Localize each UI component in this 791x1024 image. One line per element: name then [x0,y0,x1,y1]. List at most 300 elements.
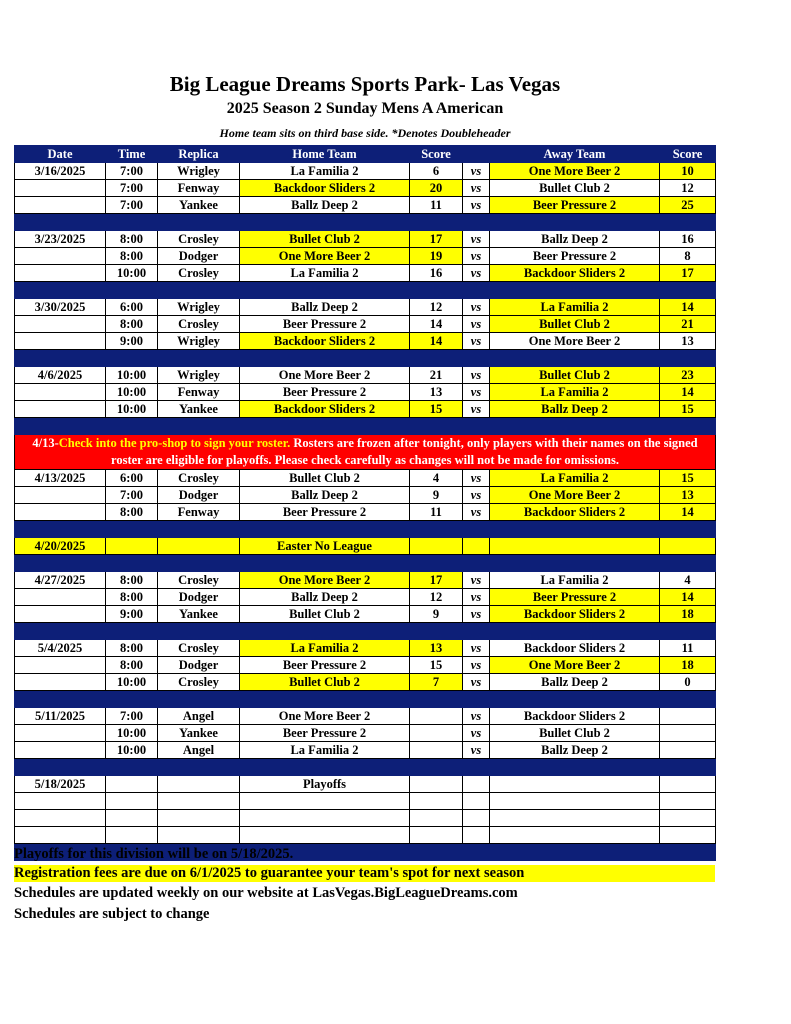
col-home-score: Score [410,146,463,163]
game-time: 8:00 [106,589,158,606]
home-score [410,810,463,827]
game-time: 7:00 [106,197,158,214]
home-score: 12 [410,589,463,606]
band-cell [660,521,716,538]
home-score [410,827,463,844]
band-cell [410,350,463,367]
away-score: 12 [660,180,716,197]
game-date: 5/11/2025 [15,708,106,725]
home-team [240,810,410,827]
home-team [240,793,410,810]
game-date [15,589,106,606]
band-cell [106,555,158,572]
game-field: Crosley [158,231,240,248]
home-team: Playoffs [240,776,410,793]
away-team: Ballz Deep 2 [490,742,660,759]
away-team [490,793,660,810]
game-date [15,827,106,844]
game-time: 7:00 [106,163,158,180]
game-date [15,197,106,214]
away-team: One More Beer 2 [490,487,660,504]
week-separator-band [15,418,716,435]
home-score: 9 [410,606,463,623]
band-cell [106,691,158,708]
away-team: Bullet Club 2 [490,180,660,197]
col-date: Date [15,146,106,163]
away-team [490,776,660,793]
vs-label [463,810,490,827]
game-field [158,776,240,793]
away-score: 21 [660,316,716,333]
col-home-team: Home Team [240,146,410,163]
band-cell [240,282,410,299]
away-score: 17 [660,265,716,282]
band-cell [410,214,463,231]
away-team: Beer Pressure 2 [490,197,660,214]
band-cell [240,521,410,538]
home-score: 7 [410,674,463,691]
away-score: 18 [660,657,716,674]
home-score: 13 [410,640,463,657]
game-field: Wrigley [158,163,240,180]
game-row [15,827,716,844]
band-cell [106,623,158,640]
band-cell [158,759,240,776]
vs-label: vs [463,504,490,521]
game-date: 4/27/2025 [15,572,106,589]
band-cell [106,282,158,299]
away-score [660,793,716,810]
game-field [158,793,240,810]
game-field: Crosley [158,674,240,691]
vs-label: vs [463,487,490,504]
game-field: Angel [158,708,240,725]
vs-label: vs [463,742,490,759]
game-date [15,742,106,759]
away-team: La Familia 2 [490,299,660,316]
game-time: 10:00 [106,265,158,282]
week-separator-band [15,759,716,776]
band-cell [490,350,660,367]
away-score [660,725,716,742]
vs-label: vs [463,640,490,657]
website-note: Schedules are updated weekly on our website at LasVegas.BigLeagueDreams.com [14,885,518,901]
home-score: 20 [410,180,463,197]
home-team: Backdoor Sliders 2 [240,333,410,350]
home-team: Beer Pressure 2 [240,316,410,333]
home-team: La Familia 2 [240,640,410,657]
vs-label [463,776,490,793]
band-cell [158,691,240,708]
band-cell [106,214,158,231]
band-cell [410,691,463,708]
empty-cell [660,538,716,555]
game-field: Fenway [158,384,240,401]
band-cell [240,691,410,708]
away-score: 15 [660,470,716,487]
away-team: Backdoor Sliders 2 [490,708,660,725]
home-team: Ballz Deep 2 [240,197,410,214]
home-team: Bullet Club 2 [240,606,410,623]
game-field: Wrigley [158,367,240,384]
game-date [15,384,106,401]
vs-label: vs [463,657,490,674]
game-field [158,810,240,827]
vs-label: vs [463,606,490,623]
game-row [15,333,716,350]
game-time: 9:00 [106,333,158,350]
game-time: 10:00 [106,742,158,759]
home-team: Bullet Club 2 [240,470,410,487]
away-score: 15 [660,401,716,418]
week-separator-band [15,214,716,231]
game-date: 3/16/2025 [15,163,106,180]
game-field: Angel [158,742,240,759]
band-cell [15,214,106,231]
home-team: La Familia 2 [240,163,410,180]
game-field: Wrigley [158,299,240,316]
game-field: Fenway [158,504,240,521]
col-away-score: Score [660,146,716,163]
week-separator-band [15,691,716,708]
band-cell [15,350,106,367]
band-cell [463,844,490,861]
game-time: 10:00 [106,401,158,418]
game-row [15,674,716,691]
home-score: 15 [410,657,463,674]
away-team: La Familia 2 [490,572,660,589]
band-cell [106,418,158,435]
season-subtitle: 2025 Season 2 Sunday Mens A American [226,100,504,117]
home-team: Backdoor Sliders 2 [240,180,410,197]
game-row [15,708,716,725]
game-row [15,248,716,265]
home-score: 15 [410,401,463,418]
notice-date: 4/13- [32,436,59,450]
game-time: 8:00 [106,316,158,333]
band-cell [463,350,490,367]
game-row [15,299,716,316]
home-score [410,776,463,793]
band-cell [490,555,660,572]
band-cell [240,759,410,776]
home-team: La Familia 2 [240,265,410,282]
away-score: 10 [660,163,716,180]
vs-label: vs [463,708,490,725]
home-score: 11 [410,504,463,521]
vs-label: vs [463,248,490,265]
band-cell [410,418,463,435]
game-date [15,487,106,504]
game-time: 10:00 [106,367,158,384]
game-date [15,657,106,674]
away-score: 0 [660,674,716,691]
game-date: 3/23/2025 [15,231,106,248]
vs-label [463,827,490,844]
game-time [106,827,158,844]
home-team: Ballz Deep 2 [240,589,410,606]
band-cell [106,521,158,538]
away-score [660,827,716,844]
vs-label: vs [463,265,490,282]
game-time [106,776,158,793]
band-cell [410,759,463,776]
away-team: Backdoor Sliders 2 [490,504,660,521]
away-score: 23 [660,367,716,384]
home-team: Beer Pressure 2 [240,384,410,401]
home-team: Beer Pressure 2 [240,725,410,742]
game-time: 8:00 [106,572,158,589]
game-date: 4/20/2025 [15,538,106,555]
away-score: 18 [660,606,716,623]
home-score: 17 [410,231,463,248]
away-team [490,810,660,827]
band-cell [240,214,410,231]
game-date [15,504,106,521]
roster-notice [15,435,716,470]
game-time [106,538,158,555]
band-cell [660,282,716,299]
game-field [158,538,240,555]
game-time: 8:00 [106,640,158,657]
home-score: 13 [410,384,463,401]
band-cell [463,282,490,299]
col-time: Time [106,146,158,163]
game-row [15,810,716,827]
home-score [410,725,463,742]
home-team: La Familia 2 [240,742,410,759]
game-row [15,725,716,742]
band-cell [410,555,463,572]
band-cell [410,844,463,861]
band-cell [660,555,716,572]
game-date: 5/18/2025 [15,776,106,793]
band-cell [660,691,716,708]
band-cell [15,623,106,640]
band-cell [106,759,158,776]
header-row [15,146,716,163]
game-date [15,725,106,742]
band-cell [660,759,716,776]
game-field: Yankee [158,197,240,214]
col-replica: Replica [158,146,240,163]
band-cell [15,759,106,776]
game-row [15,776,716,793]
away-team: Ballz Deep 2 [490,231,660,248]
home-score [410,742,463,759]
game-date [15,265,106,282]
vs-label: vs [463,333,490,350]
week-separator-band [15,521,716,538]
game-row [15,572,716,589]
game-date: 4/6/2025 [15,367,106,384]
empty-cell [490,538,660,555]
game-date [15,606,106,623]
away-team: Ballz Deep 2 [490,674,660,691]
away-score [660,776,716,793]
game-field: Crosley [158,470,240,487]
vs-label: vs [463,401,490,418]
game-row [15,487,716,504]
band-cell [410,521,463,538]
away-score: 13 [660,487,716,504]
game-date: 4/13/2025 [15,470,106,487]
game-row [15,384,716,401]
schedule-body [15,163,716,861]
game-date [15,316,106,333]
band-cell [490,844,660,861]
vs-label: vs [463,299,490,316]
band-cell [240,555,410,572]
band-cell [463,214,490,231]
game-field: Crosley [158,316,240,333]
band-cell [158,282,240,299]
home-team: Bullet Club 2 [240,231,410,248]
vs-label: vs [463,231,490,248]
away-team: Backdoor Sliders 2 [490,606,660,623]
home-team: One More Beer 2 [240,248,410,265]
game-date: 5/4/2025 [15,640,106,657]
home-team [240,827,410,844]
band-cell [660,418,716,435]
band-cell [15,282,106,299]
home-team: One More Beer 2 [240,367,410,384]
vs-label: vs [463,589,490,606]
game-time [106,793,158,810]
away-score: 8 [660,248,716,265]
week-separator-band [15,350,716,367]
home-team: Ballz Deep 2 [240,487,410,504]
home-score: 16 [410,265,463,282]
game-row [15,401,716,418]
vs-label: vs [463,197,490,214]
game-field: Yankee [158,606,240,623]
band-cell [240,418,410,435]
game-field: Dodger [158,487,240,504]
holiday-row [15,538,716,555]
game-time: 8:00 [106,248,158,265]
playoffs-note: Playoffs for this division will be on 5/18/2025. [14,846,294,862]
game-field: Crosley [158,640,240,657]
vs-label [463,793,490,810]
game-date [15,793,106,810]
home-team: One More Beer 2 [240,572,410,589]
away-team: Beer Pressure 2 [490,248,660,265]
band-cell [410,282,463,299]
col-vs [463,146,490,163]
game-field: Crosley [158,265,240,282]
band-cell [240,350,410,367]
game-time: 10:00 [106,674,158,691]
away-score: 13 [660,333,716,350]
home-score: 17 [410,572,463,589]
game-time [106,810,158,827]
game-time: 6:00 [106,470,158,487]
game-time: 7:00 [106,487,158,504]
vs-label: vs [463,572,490,589]
game-field: Dodger [158,589,240,606]
band-cell [660,844,716,861]
home-team: Beer Pressure 2 [240,657,410,674]
band-cell [158,350,240,367]
change-note: Schedules are subject to change [14,906,210,922]
roster-notice-row [15,435,716,470]
schedule-table [14,145,716,861]
game-row [15,606,716,623]
band-cell [660,214,716,231]
band-cell [490,623,660,640]
vs-label: vs [463,367,490,384]
band-cell [15,691,106,708]
away-score: 14 [660,299,716,316]
home-score: 19 [410,248,463,265]
week-separator-band [15,623,716,640]
home-team: Ballz Deep 2 [240,299,410,316]
band-cell [15,521,106,538]
band-cell [490,521,660,538]
game-row [15,470,716,487]
band-cell [410,623,463,640]
band-cell [158,555,240,572]
game-row [15,640,716,657]
band-cell [240,623,410,640]
vs-label: vs [463,316,490,333]
week-separator-band [15,282,716,299]
band-cell [158,214,240,231]
game-row [15,504,716,521]
band-cell [463,759,490,776]
band-cell [490,759,660,776]
game-time: 6:00 [106,299,158,316]
home-score: 4 [410,470,463,487]
away-team: Backdoor Sliders 2 [490,640,660,657]
band-cell [490,418,660,435]
week-separator-band [15,555,716,572]
game-row [15,742,716,759]
band-cell [463,555,490,572]
game-row [15,589,716,606]
game-date [15,674,106,691]
away-team [490,827,660,844]
game-field: Dodger [158,248,240,265]
game-field: Fenway [158,180,240,197]
game-time: 8:00 [106,231,158,248]
band-cell [158,418,240,435]
band-cell [490,282,660,299]
away-team: La Familia 2 [490,384,660,401]
vs-label: vs [463,674,490,691]
game-row [15,197,716,214]
home-score: 14 [410,316,463,333]
band-cell [660,350,716,367]
notice-text: Rosters are frozen after tonight, only players with their names on the signed roster are eligible for playoffs. Please check carefully as changes will not be made for omissions. [111,436,698,467]
notice-highlight: Check into the pro-shop to sign your roster. [58,436,291,450]
game-date [15,333,106,350]
game-time: 7:00 [106,708,158,725]
band-cell [463,623,490,640]
game-row [15,316,716,333]
vs-label: vs [463,163,490,180]
holiday-label: Easter No League [240,538,410,555]
home-team: One More Beer 2 [240,708,410,725]
game-field: Dodger [158,657,240,674]
away-score: 16 [660,231,716,248]
band-cell [15,555,106,572]
home-score: 12 [410,299,463,316]
game-date [15,401,106,418]
home-score: 6 [410,163,463,180]
empty-cell [463,538,490,555]
